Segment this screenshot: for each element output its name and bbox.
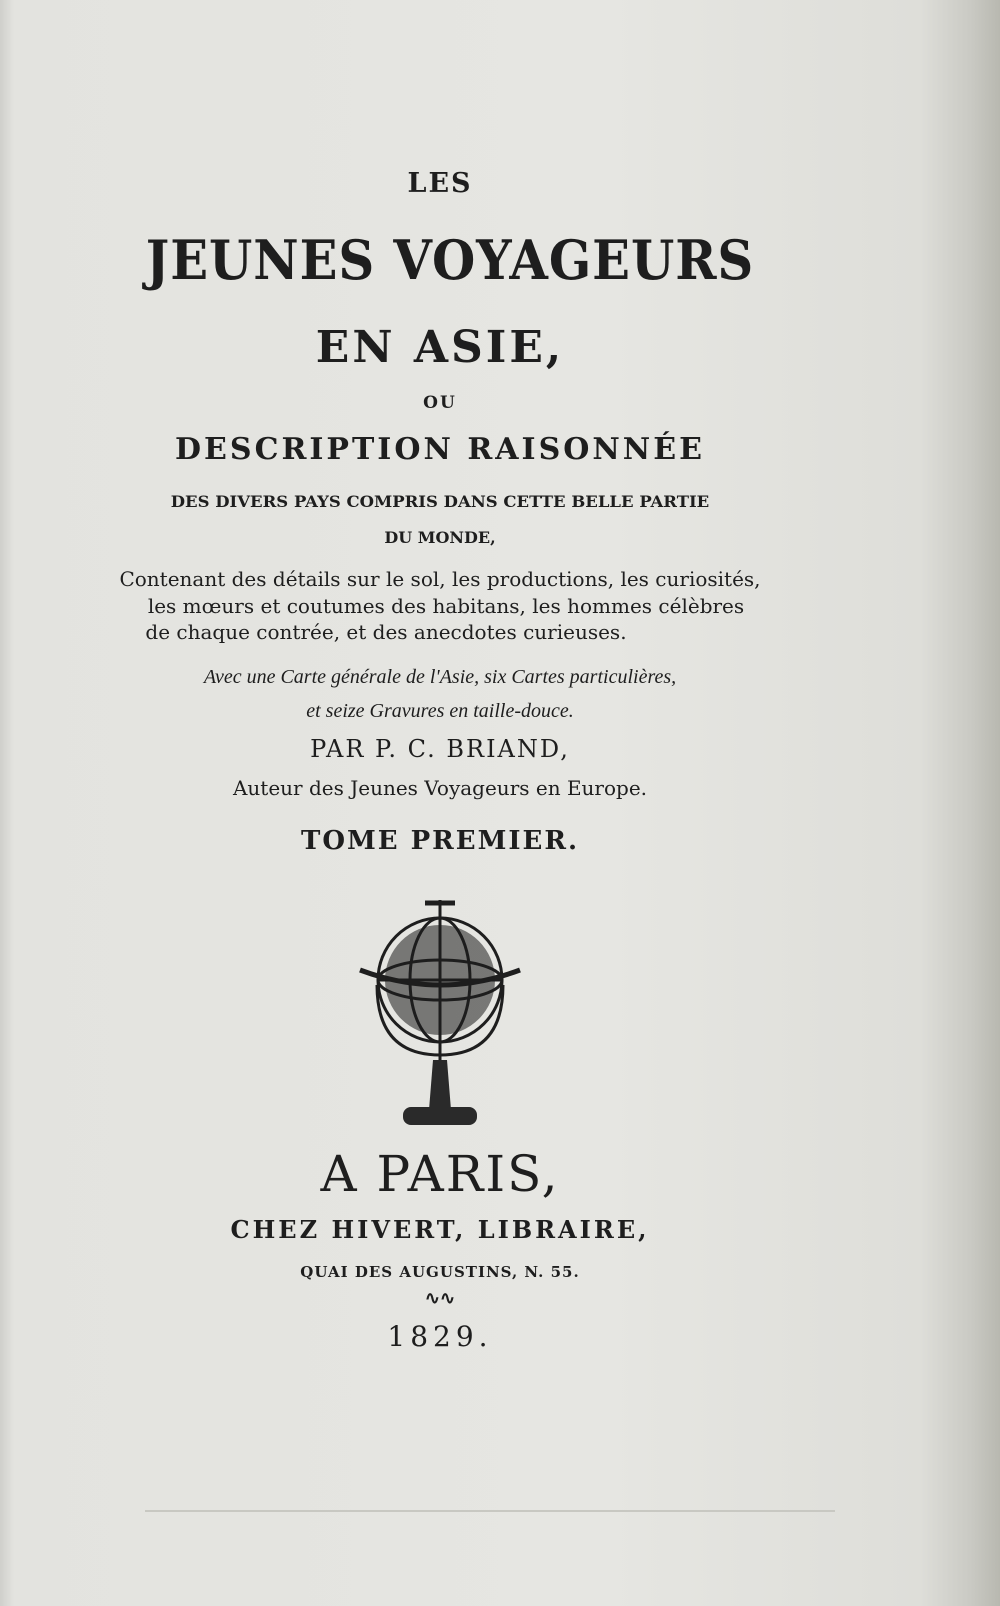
ornament: ∿∿ [424, 1288, 456, 1309]
subtitle-2: DES DIVERS PAYS COMPRIS DANS CETTE BELLE PARTIE [170, 492, 710, 511]
author-note: Auteur des Jeunes Voyageurs en Europe. [232, 776, 648, 800]
bottom-rule [145, 1510, 835, 1512]
volume: TOME PREMIER. [300, 826, 580, 856]
illustrations-line: Avec une Carte générale de l'Asie, six Cartes particulières, [203, 666, 677, 688]
book-title: JEUNES VOYAGEURS [145, 228, 755, 292]
les-heading: LES [407, 168, 473, 199]
subtitle-3: DU MONDE, [384, 528, 496, 547]
publisher: CHEZ HIVERT, LIBRAIRE, [230, 1215, 650, 1244]
author: PAR P. C. BRIAND, [310, 735, 570, 763]
year: 1829. [387, 1320, 493, 1353]
contents-line: de chaque contrée, et des anecdotes curieuses. [145, 620, 627, 644]
subtitle: DESCRIPTION RAISONNÉE [175, 432, 705, 467]
illustrations-line: et seize Gravures en taille-douce. [306, 700, 574, 722]
globe-icon [355, 895, 525, 1145]
city: A PARIS, [320, 1145, 560, 1203]
contents-line: Contenant des détails sur le sol, les productions, les curiosités, [119, 567, 761, 591]
ou-label: OU [423, 393, 457, 413]
address: QUAI DES AUGUSTINS, N. 55. [300, 1263, 580, 1281]
book-title-2: EN ASIE, [315, 322, 565, 373]
contents-line: les mœurs et coutumes des habitans, les hommes célèbres [147, 594, 745, 618]
